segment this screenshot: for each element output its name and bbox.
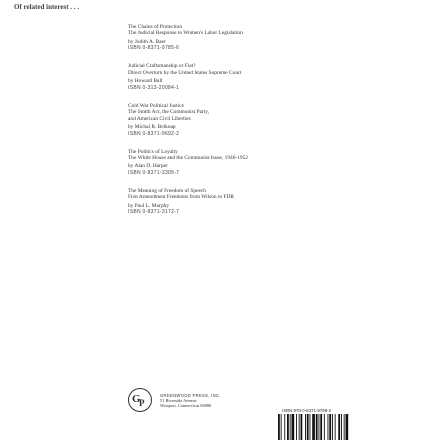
book-isbn: ISBN 0-8371-9692-2 xyxy=(128,130,180,137)
book-title-line: The Chains of Protection xyxy=(128,24,183,30)
section-header: Of related interest . . . xyxy=(14,3,80,11)
book-subtitle-line: The Judicial Response to Women's Labor Legislation xyxy=(128,30,243,37)
book-subtitle-line: First Amendment Freedoms from Wilson to FDR xyxy=(128,194,234,201)
publisher-logo-icon xyxy=(128,388,152,412)
book-author: by Howard Ball xyxy=(128,78,163,85)
book-entry xyxy=(128,149,358,176)
book-isbn: ISBN 0-8371-3172-7 xyxy=(128,209,180,216)
book-isbn: ISBN 0-8371-9785-6 xyxy=(128,45,180,52)
book-subtitle-line: Direct Overturn by the United States Supreme Court xyxy=(128,69,242,76)
book-entry xyxy=(128,188,358,215)
publisher-name: GREENWOOD PRESS, INC. xyxy=(160,393,221,398)
book-title xyxy=(128,63,358,76)
book-title-line: Cold War Political Justice xyxy=(128,102,184,109)
book-title xyxy=(128,24,358,37)
book-title xyxy=(128,103,358,122)
book-author: by Paul L. Murphy xyxy=(128,202,170,209)
publisher-text xyxy=(160,393,221,409)
book-author: by Alan D. Harper xyxy=(128,163,168,170)
barcode-block xyxy=(260,408,390,440)
svg-text:P: P xyxy=(139,398,145,408)
book-subtitle-line: The Smith Act, the Communist Party, xyxy=(128,109,209,116)
book-title-line: The Meaning of Freedom of Speech xyxy=(128,188,206,195)
publisher-address-line: 51 Riverside Avenue xyxy=(160,398,197,403)
barcode-isbn: ISBN 978-0-8371-9798-2 xyxy=(282,408,332,413)
book-entry xyxy=(128,103,358,137)
book-title xyxy=(128,188,358,201)
book-entry xyxy=(128,24,358,51)
book-subtitle-line: The White House and the Communist Issue, 1946-1952 xyxy=(128,155,248,162)
book-title-line: The Politics of Loyalty xyxy=(128,148,178,155)
book-isbn: ISBN 0-8371-3305-7 xyxy=(128,170,180,177)
book-subtitle-line: and American Civil Liberties xyxy=(128,115,191,122)
book-author: by Michal R. Belknap xyxy=(128,124,176,131)
publisher-logo-mark xyxy=(129,389,150,410)
book-entry xyxy=(128,63,358,90)
book-title-line: Judicial Craftsmanship or Fiat? xyxy=(128,63,196,70)
svg-text:G: G xyxy=(132,393,141,405)
book-title xyxy=(128,149,358,162)
publisher-address-line: Westport, Connecticut 06880 xyxy=(160,403,212,409)
related-books-list xyxy=(128,24,358,227)
book-isbn: ISBN 0-313-20084-1 xyxy=(128,84,180,91)
book-author: by Judith A. Baer xyxy=(128,38,166,45)
barcode-icon xyxy=(260,414,390,440)
